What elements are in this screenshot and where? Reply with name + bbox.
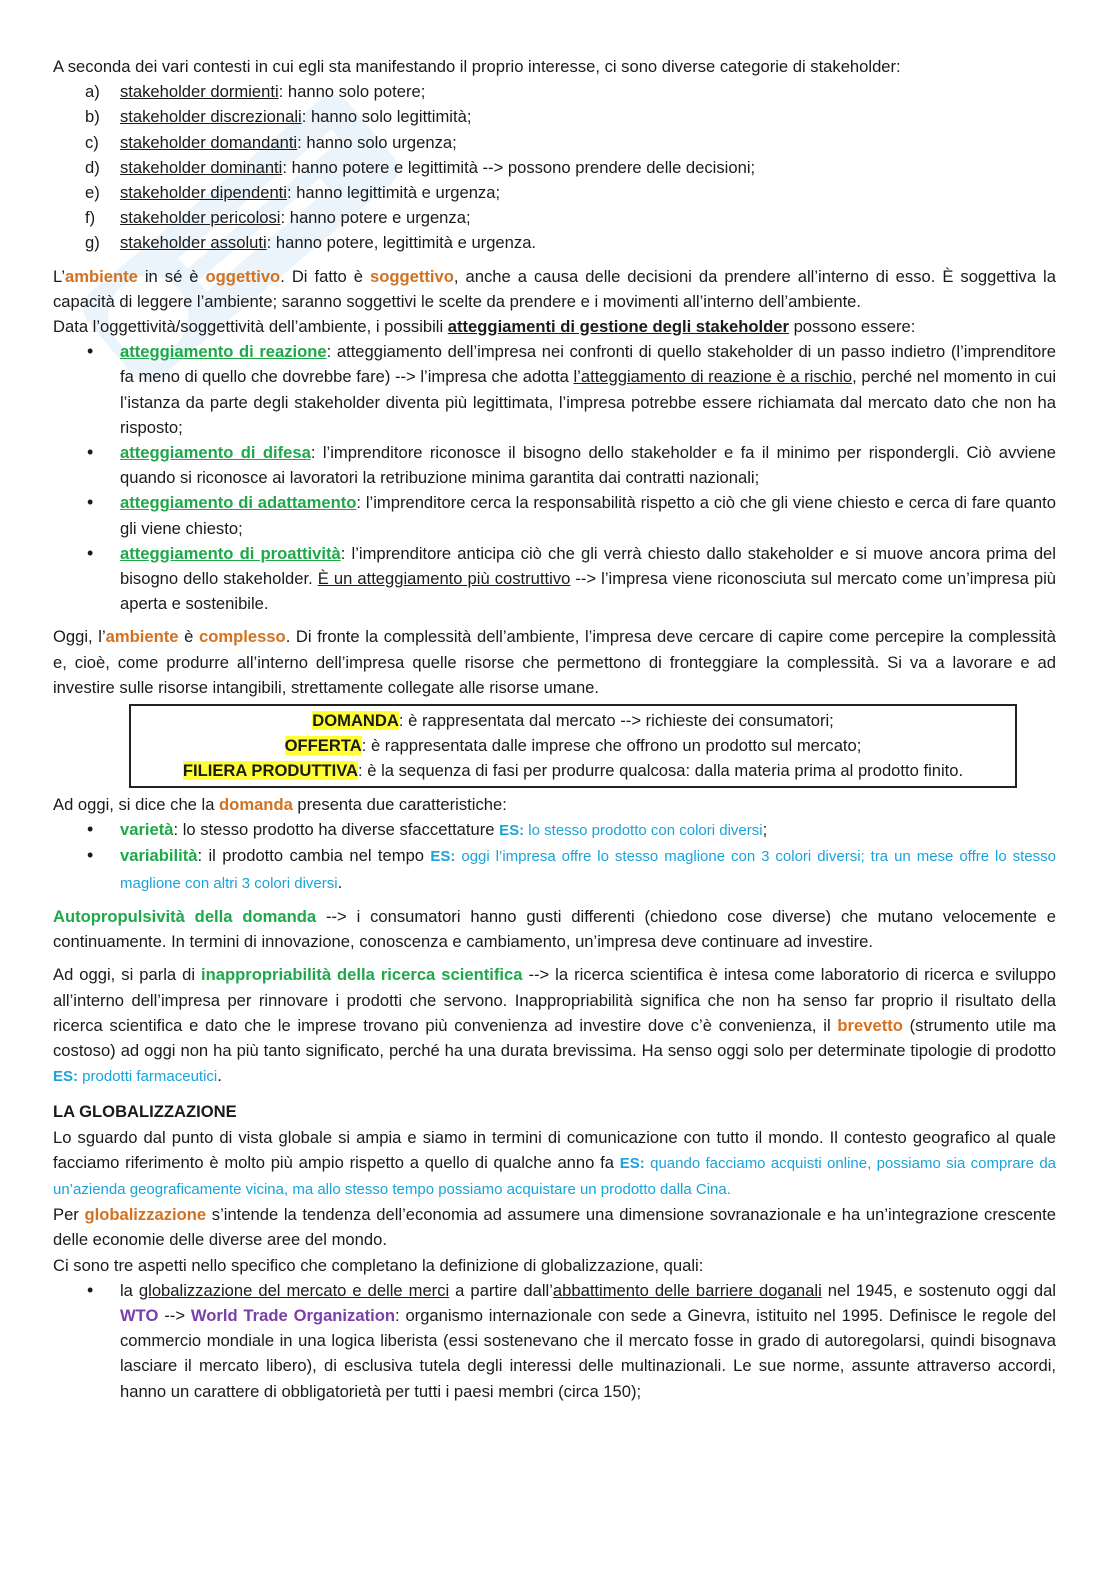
list-item xyxy=(53,79,1056,104)
text-run: , perché nel momento in cui l’istanza da parte degli stakeholder diventa più legittimata, l’impresa potrebbe essere richiamata dal mercato dato che non ha risposto; xyxy=(120,367,1057,437)
domanda-paragraph xyxy=(53,792,1056,817)
list-item xyxy=(53,843,1056,895)
definition-line xyxy=(131,733,1015,758)
text-run: : atteggiamento dell’impresa nei confronti di quello stakeholder di un passo indietro (l’imprenditore fa meno di quello che dovrebbe fare) --> l’impresa che adotta xyxy=(120,342,1056,387)
text-run: : è la sequenza di fasi per produrre qualcosa: dalla materia prima al prodotto finito. xyxy=(358,761,964,781)
text-run: la xyxy=(120,1280,139,1300)
list-item xyxy=(53,205,1056,230)
category-term: stakeholder assoluti xyxy=(120,233,267,253)
text-run: : è rappresentata dalle imprese che offrono un prodotto sul mercato; xyxy=(361,736,862,756)
text-run: : l’imprenditore cerca la responsabilità rispetto a ciò che gli viene chiesto e cerca di fare quanto gli viene chiesto; xyxy=(120,493,1056,538)
text-run: , anche a causa delle decisioni da prendere all’interno di esso. È soggettiva la capacità di leggere l’ambiente; saranno soggettivi le scelte da prendere e i movimenti all’interno dell’ambiente. xyxy=(53,266,1056,311)
category-desc: : hanno solo legittimità; xyxy=(301,107,472,127)
ambiente-paragraph xyxy=(53,264,1056,314)
attitude-term: atteggiamento di adattamento xyxy=(120,493,357,513)
text-run: --> xyxy=(158,1305,191,1325)
list-item xyxy=(53,339,1056,440)
text-run: . xyxy=(337,872,343,892)
keyword: World Trade Organization xyxy=(190,1305,395,1325)
list-item xyxy=(53,104,1056,129)
gestione-paragraph xyxy=(53,314,1056,339)
list-marker: f) xyxy=(85,208,96,228)
text-run: : il prodotto cambia nel tempo xyxy=(197,846,431,866)
list-item xyxy=(53,230,1056,255)
highlighted-term: FILIERA PRODUTTIVA xyxy=(182,761,359,781)
example-body: prodotti farmaceutici xyxy=(78,1068,218,1086)
globalizzazione-list xyxy=(53,1278,1056,1404)
list-marker: d) xyxy=(85,157,100,177)
example-label: ES: xyxy=(499,822,525,840)
underlined-text: l’atteggiamento di reazione è a rischio xyxy=(573,367,853,387)
list-marker: e) xyxy=(85,183,100,203)
category-desc: : hanno potere e legittimità --> possono prendere delle decisioni; xyxy=(282,157,756,177)
category-desc: : hanno solo potere; xyxy=(278,82,426,102)
keyword: atteggiamenti di gestione degli stakeholder xyxy=(447,317,789,337)
globalizzazione-paragraph-2 xyxy=(53,1202,1056,1252)
list-marker: c) xyxy=(85,132,99,152)
example-text xyxy=(53,1068,217,1085)
definition-line xyxy=(131,758,1015,783)
list-marker: a) xyxy=(85,82,100,102)
document-page xyxy=(53,54,1056,1404)
example-body: quando facciamo acquisti online, possiamo sia comprare da un’azienda geograficamente vicina, ma allo stesso tempo possiamo acquistare un prodotto dalla Cina. xyxy=(53,1154,1057,1198)
intro-text: A seconda dei vari contesti in cui egli sta manifestando il proprio interesse, ci sono diverse categorie di stakeholder: xyxy=(53,57,901,76)
text-run: . Di fronte la complessità dell’ambiente, l’impresa deve cercare di capire come percepire la complessità e, cioè, come produrre all’interno dell’impresa quelle risorse che permettono di fronteggiare la complessità. Si va a lavorare e ad investire sulle risorse intangibili, strettamente collegate alle risorse umane. xyxy=(53,627,1056,697)
text-run: : l’imprenditore riconosce il bisogno dello stakeholder e fa il minimo per rispondergli. Ciò avviene quando si riconosce ai lavoratori la retribuzione minima garantita dai contratti nazionali; xyxy=(120,443,1057,488)
keyword: oggettivo xyxy=(205,266,281,286)
list-item xyxy=(53,155,1056,180)
section-heading: LA GLOBALIZZAZIONE xyxy=(53,1102,237,1122)
text-run: : è rappresentata dal mercato --> richieste dei consumatori; xyxy=(398,711,834,731)
list-item xyxy=(53,541,1056,617)
highlighted-term: DOMANDA xyxy=(312,711,399,731)
list-marker: g) xyxy=(85,233,100,253)
text-run: . Di fatto è xyxy=(280,266,370,286)
complesso-paragraph xyxy=(53,624,1056,700)
example-text xyxy=(499,822,762,839)
text-run: --> la ricerca scientifica è intesa come laboratorio di ricerca e sviluppo all’interno dell’impresa per rinnovare i prodotti che servono. Inappropriabilità significa che non ha senso far proprio il risultato della ricerca scientifica e dato che le imprese trovano più convenienza ad investire dove c’è convenienza, il xyxy=(53,965,1056,1035)
definitions-box xyxy=(129,704,1017,788)
attitude-term: atteggiamento di proattività xyxy=(120,543,341,563)
text-run: L’ xyxy=(53,266,65,286)
keyword: globalizzazione xyxy=(84,1205,207,1225)
text-run: Oggi, l’ xyxy=(53,627,106,647)
text-run: s’intende la tendenza dell’economia ad assumere una dimensione sovranazionale e ha un’integrazione crescente delle economie delle diverse aree del mondo. xyxy=(53,1205,1056,1250)
text-run: . xyxy=(217,1066,222,1086)
characteristic-term: varietà xyxy=(120,820,174,840)
example-body: oggi l’impresa offre lo stesso maglione con 3 colori diversi; tra un mese offre lo stesso maglione con altri 3 colori diversi xyxy=(120,848,1056,892)
text-run: Ad oggi, si dice che la xyxy=(53,795,220,815)
category-desc: : hanno solo urgenza; xyxy=(297,132,457,152)
underlined-text: abbattimento delle barriere doganali xyxy=(552,1280,822,1300)
keyword: ambiente xyxy=(105,627,179,647)
attitude-term: atteggiamento di reazione xyxy=(120,342,327,362)
list-marker: b) xyxy=(85,107,100,127)
underlined-text: È un atteggiamento più costruttivo xyxy=(317,569,571,589)
characteristics-list xyxy=(53,817,1056,896)
list-item xyxy=(53,130,1056,155)
list-item xyxy=(53,440,1056,490)
stakeholder-categories-list xyxy=(53,79,1056,255)
text-run: : organismo internazionale con sede a Ginevra, istituito nel 1995. Definisce le regole del commercio mondiale in una logica liberista (essi sostenevano che il mercato fosse in grado di autoregolarsi, quindi bisognava lasciare il mercato libero), di esclusiva tutela degli interessi delle multinazionali. Le sue norme, assunte attraverso accordi, hanno un carattere di obbligatorietà per tutti i paesi membri (circa 150); xyxy=(120,1305,1056,1401)
category-desc: : hanno legittimità e urgenza; xyxy=(286,183,501,203)
text-run: possono essere: xyxy=(788,317,916,337)
text-run: Data l’oggettività/soggettività dell’ambiente, i possibili xyxy=(53,317,448,337)
autopropulsivita-paragraph xyxy=(53,904,1056,954)
category-term: stakeholder dipendenti xyxy=(120,183,287,203)
globalizzazione-paragraph-3: Ci sono tre aspetti nello specifico che completano la definizione di globalizzazione, quali: xyxy=(53,1255,704,1275)
example-label: ES: xyxy=(619,1154,645,1172)
keyword: domanda xyxy=(219,795,293,815)
text-run: Lo sguardo dal punto di vista globale si ampia e siamo in termini di comunicazione con tutto il mondo. Il contesto geografico al quale facciamo riferimento è molto più ampio rispetto a quello di qualche anno fa xyxy=(53,1127,1056,1172)
text-run: presenta due caratteristiche: xyxy=(292,795,507,815)
list-item xyxy=(53,490,1056,540)
text-run: (strumento utile ma costoso) ad oggi non ha più tanto significato, perché ha una durata brevissima. Ha senso oggi solo per determinate tipologie di prodotto xyxy=(53,1015,1056,1060)
keyword: WTO xyxy=(120,1305,159,1325)
attitude-term: atteggiamento di difesa xyxy=(120,443,311,463)
highlighted-term: OFFERTA xyxy=(284,736,362,756)
example-label: ES: xyxy=(430,848,456,866)
text-run: --> l’impresa viene riconosciuta sul mercato come un’impresa più aperta e sostenibile. xyxy=(120,569,1056,614)
example-body: lo stesso prodotto con colori diversi xyxy=(524,822,763,840)
category-term: stakeholder dormienti xyxy=(120,82,279,102)
text-run: : lo stesso prodotto ha diverse sfaccettature xyxy=(173,820,500,840)
definition-line xyxy=(131,708,1015,733)
text-run: a partire dall’ xyxy=(449,1280,553,1300)
keyword: inappropriabilità della ricerca scientifica xyxy=(201,965,523,985)
category-term: stakeholder domandanti xyxy=(120,132,298,152)
characteristic-term: variabilità xyxy=(120,846,198,866)
text-run: nel 1945, e sostenuto oggi dal xyxy=(821,1280,1056,1300)
text-run: è xyxy=(178,627,199,647)
underlined-text: globalizzazione del mercato e delle merci xyxy=(138,1280,450,1300)
keyword: complesso xyxy=(198,627,286,647)
ricerca-paragraph xyxy=(53,962,1056,1089)
example-label: ES: xyxy=(53,1068,79,1086)
keyword: ambiente xyxy=(65,266,138,286)
keyword: Autopropulsività della domanda xyxy=(53,906,317,926)
globalizzazione-paragraph-1 xyxy=(53,1125,1056,1203)
list-item xyxy=(53,817,1056,843)
text-run: Per xyxy=(53,1205,85,1225)
category-desc: : hanno potere, legittimità e urgenza. xyxy=(266,233,537,253)
text-run: Ad oggi, si parla di xyxy=(53,965,202,985)
list-item xyxy=(53,1278,1056,1404)
attitudes-list xyxy=(53,339,1056,616)
text-run: in sé è xyxy=(137,266,206,286)
category-term: stakeholder pericolosi xyxy=(120,208,281,228)
list-item xyxy=(53,180,1056,205)
category-desc: : hanno potere e urgenza; xyxy=(280,208,471,228)
category-term: stakeholder dominanti xyxy=(120,157,283,177)
text-run: ; xyxy=(762,820,768,840)
text-run: : l’imprenditore anticipa ciò che gli verrà chiesto dallo stakeholder e si muove ancora prima del bisogno dello stakeholder. xyxy=(120,543,1056,589)
text-run: --> i consumatori hanno gusti differenti (chiedono cose diverse) che mutano velocemente e continuamente. In termini di innovazione, conoscenza e cambiamento, un’impresa deve continuare ad investire. xyxy=(53,906,1056,952)
keyword: soggettivo xyxy=(370,266,454,286)
category-term: stakeholder discrezionali xyxy=(120,107,302,127)
keyword: brevetto xyxy=(837,1015,903,1035)
